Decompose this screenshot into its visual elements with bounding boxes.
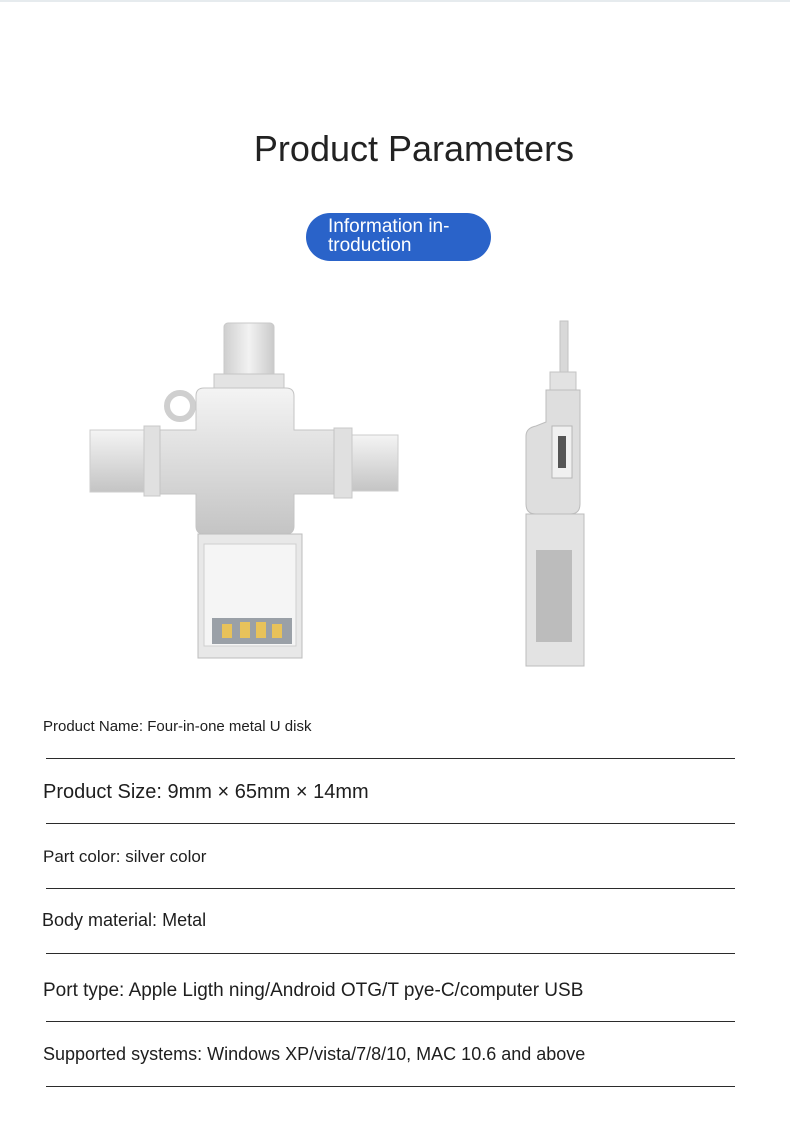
spec-part-color: [43, 847, 206, 867]
spec-label: Product Size:: [43, 781, 162, 803]
spec-body-material: [42, 910, 206, 931]
product-front-image: [88, 318, 403, 668]
information-badge: [306, 213, 491, 261]
product-side-image: [518, 318, 593, 668]
spec-value: Four-in-one metal U disk: [147, 718, 312, 735]
spec-row-part-color: [43, 823, 735, 889]
spec-row-body-material: [42, 888, 735, 954]
spec-value: silver color: [125, 847, 207, 866]
spec-label: Supported systems:: [43, 1044, 203, 1064]
spec-row-product-size: [43, 758, 735, 824]
spec-supported-systems: [43, 1044, 585, 1065]
spec-value: Apple Ligth ning/Android OTG/T pye-C/computer USB: [128, 980, 584, 1001]
spec-product-size: [43, 781, 369, 804]
spec-label: Port type:: [43, 980, 125, 1001]
spec-value: Metal: [162, 910, 207, 930]
spec-value: 9mm × 65mm × 14mm: [167, 781, 369, 803]
spec-port-type: [43, 980, 583, 1002]
spec-label: Part color:: [43, 847, 121, 866]
spec-row-supported-systems: [43, 1021, 735, 1087]
spec-label: Body material:: [42, 910, 158, 930]
top-divider: [0, 0, 790, 2]
page-title: Product Parameters: [253, 128, 575, 169]
spec-value: Windows XP/vista/7/8/10, MAC 10.6 and above: [207, 1044, 586, 1064]
spec-row-port-type: [43, 953, 735, 1022]
spec-row-product-name: [43, 702, 735, 759]
spec-product-name: [43, 718, 311, 735]
badge-label: Information in- troduction: [328, 216, 450, 256]
spec-label: Product Name:: [43, 718, 144, 735]
